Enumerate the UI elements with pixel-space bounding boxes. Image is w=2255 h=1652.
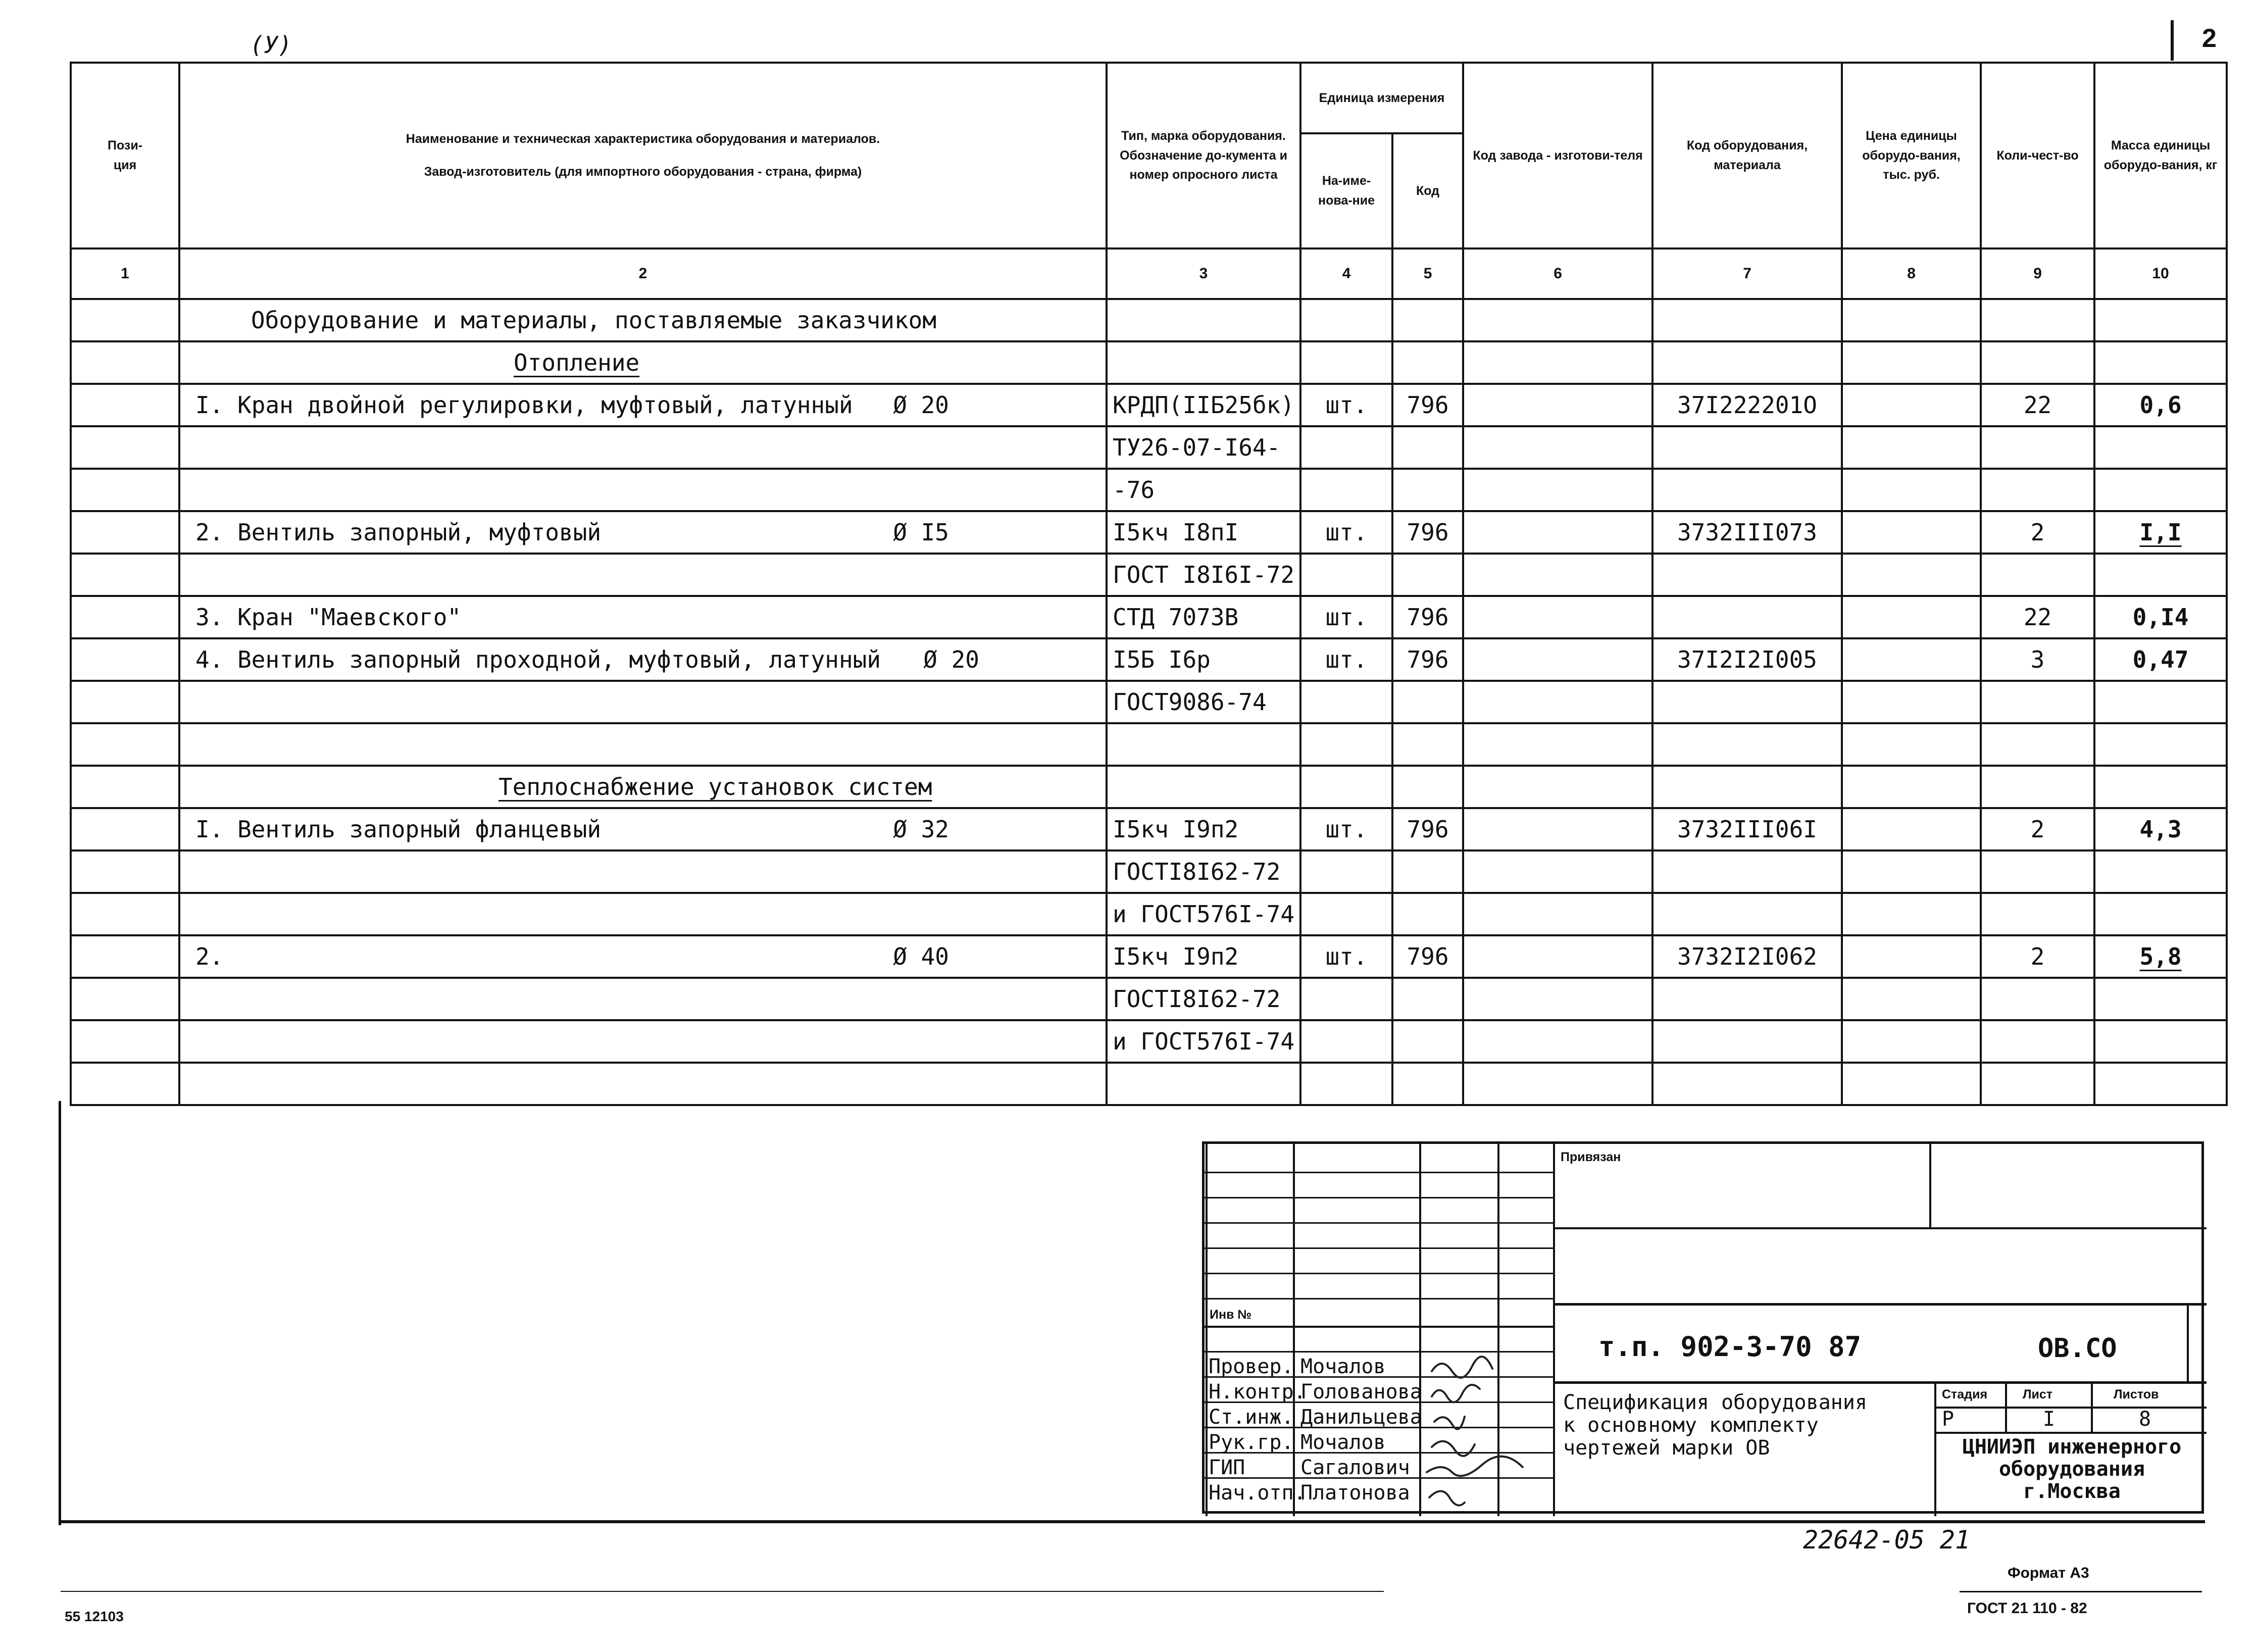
table-row — [71, 596, 2227, 638]
header-name — [179, 63, 1107, 248]
item-mass: 0,6 — [2094, 384, 2227, 426]
item-unit: шт. — [1300, 638, 1392, 681]
header-mass: Масса единицы оборудо-вания, кг — [2094, 63, 2227, 248]
item-equip-code: 3732III06I — [1652, 808, 1842, 850]
specification-table — [70, 62, 2228, 1106]
table-row — [71, 850, 2227, 893]
item-type: ГОСТ I8I6I-72 — [1107, 554, 1300, 596]
header-equipment-code: Код оборудования, материала — [1652, 63, 1842, 248]
item-qty: 2 — [1981, 808, 2094, 850]
col-number-2: 2 — [179, 248, 1107, 299]
sheet-value: I — [2043, 1408, 2056, 1431]
stage-value: Р — [1942, 1408, 1955, 1431]
item-code: 796 — [1392, 638, 1463, 681]
item-mass: 4,3 — [2094, 808, 2227, 850]
table-row — [71, 554, 2227, 596]
signature-name-1: Мочалов — [1300, 1355, 1386, 1378]
item-name: 2. Вентиль запорный, муфтовый Ø I5 — [179, 511, 1107, 554]
item-unit: шт. — [1300, 384, 1392, 426]
table-row — [71, 1020, 2227, 1063]
item-type: СТД 7073В — [1107, 596, 1300, 638]
organization: ЦНИИЭП инженерного оборудования г.Москва — [1962, 1435, 2182, 1503]
table-row — [71, 469, 2227, 511]
table-row — [71, 299, 2227, 341]
format-label: Формат А3 — [2008, 1565, 2089, 1581]
signature-role-4: Рук.гр. — [1209, 1431, 1294, 1454]
inventory-label: Инв № — [1210, 1308, 1252, 1322]
signature-name-3: Данильцева — [1300, 1406, 1422, 1429]
corner-mark: (У) — [250, 31, 292, 59]
table-row — [71, 723, 2227, 766]
col-number-9: 9 — [1981, 248, 2094, 299]
item-qty: 2 — [1981, 935, 2094, 978]
signature-name-6: Платонова — [1300, 1481, 1410, 1505]
document-description: Спецификация оборудования к основному комплекту чертежей марки ОВ — [1563, 1391, 1868, 1460]
table-row — [71, 808, 2227, 850]
section-heat-supply — [179, 766, 1107, 808]
header-position-text: Пози- ция — [107, 138, 143, 172]
header-price: Цена единицы оборудо-вания, тыс. руб. — [1842, 63, 1981, 248]
item-name: I. Кран двойной регулировки, муфтовый, латунный Ø 20 — [179, 384, 1107, 426]
table-row — [71, 766, 2227, 808]
item-equip-code: 3732III073 — [1652, 511, 1842, 554]
col-number-5: 5 — [1392, 248, 1463, 299]
header-factory-code: Код завода - изготови-теля — [1463, 63, 1652, 248]
header-name-line1: Наименование и техническая характеристика оборудования и материалов. — [406, 132, 880, 146]
header-type: Тип, марка оборудования. Обозначение до-кумента и номер опросного листа — [1107, 63, 1300, 248]
col-number-8: 8 — [1842, 248, 1981, 299]
item-type: I5кч I9п2 — [1107, 935, 1300, 978]
col-number-4: 4 — [1300, 248, 1392, 299]
item-qty: 3 — [1981, 638, 2094, 681]
item-qty: 22 — [1981, 596, 2094, 638]
item-type: ГОСТI8I62-72 — [1107, 978, 1300, 1020]
item-type: I5кч I8пI — [1107, 511, 1300, 554]
signature-name-2: Голованова — [1300, 1380, 1422, 1404]
section-heating-text: Отопление — [514, 349, 640, 376]
project-code: т.п. 902-3-70 87 — [1598, 1331, 1862, 1363]
bottom-rule-left — [61, 1591, 1384, 1592]
signature-role-3: Ст.инж. — [1209, 1406, 1294, 1429]
item-mass: 0,I4 — [2094, 596, 2227, 638]
item-code: 796 — [1392, 384, 1463, 426]
item-type: и ГОСТ576I-74 — [1107, 1020, 1300, 1063]
frame-left-line — [59, 1101, 61, 1525]
item-mass: 0,47 — [2094, 638, 2227, 681]
header-unit: Единица измерения — [1300, 63, 1463, 133]
sheet-label: Лист — [2023, 1387, 2053, 1401]
table-row — [71, 341, 2227, 384]
item-equip-code: 3732I2I062 — [1652, 935, 1842, 978]
section-title: Оборудование и материалы, поставляемые заказчиком — [179, 299, 1107, 341]
item-qty: 22 — [1981, 384, 2094, 426]
item-qty: 2 — [1981, 511, 2094, 554]
col-number-6: 6 — [1463, 248, 1652, 299]
document-mark: ОВ.СО — [2038, 1333, 2117, 1364]
sheet-number-divider — [2171, 20, 2174, 61]
table-row — [71, 638, 2227, 681]
attached-label: Привязан — [1561, 1150, 1621, 1164]
item-name: 4. Вентиль запорный проходной, муфтовый, латунный Ø 20 — [179, 638, 1107, 681]
item-equip-code: 37I2I2I005 — [1652, 638, 1842, 681]
item-code: 796 — [1392, 511, 1463, 554]
item-type: -76 — [1107, 469, 1300, 511]
item-type: ГОСТI8I62-72 — [1107, 850, 1300, 893]
item-name: 2. Ø 40 — [179, 935, 1107, 978]
bottom-rule-right — [1960, 1591, 2202, 1592]
item-unit: шт. — [1300, 808, 1392, 850]
table-row — [71, 426, 2227, 469]
col-number-1: 1 — [71, 248, 179, 299]
item-type: I5кч I9п2 — [1107, 808, 1300, 850]
item-type: I5Б I6р — [1107, 638, 1300, 681]
handwritten-signatures — [1422, 1351, 1583, 1518]
sheets-label: Листов — [2114, 1387, 2159, 1401]
table-row — [71, 681, 2227, 723]
header-position — [71, 63, 179, 248]
item-code: 796 — [1392, 808, 1463, 850]
header-unit-name: На-име-нова-ние — [1300, 133, 1392, 248]
signature-role-1: Провер. — [1209, 1355, 1294, 1378]
item-unit: шт. — [1300, 596, 1392, 638]
item-type: ГОСТ9086-74 — [1107, 681, 1300, 723]
table-row — [71, 511, 2227, 554]
stage-label: Стадия — [1942, 1387, 1988, 1401]
table-row — [71, 384, 2227, 426]
item-type: КРДП(IIБ25бк) — [1107, 384, 1300, 426]
col-number-7: 7 — [1652, 248, 1842, 299]
header-unit-code: Код — [1392, 133, 1463, 248]
item-type: ТУ26-07-I64- — [1107, 426, 1300, 469]
item-name: I. Вентиль запорный фланцевый Ø 32 — [179, 808, 1107, 850]
item-type: и ГОСТ576I-74 — [1107, 893, 1300, 935]
item-mass: 5,8 — [2094, 935, 2227, 978]
item-code: 796 — [1392, 596, 1463, 638]
inventory-number: 22642-05 21 — [1803, 1525, 1971, 1555]
gost-label: ГОСТ 21 110 - 82 — [1967, 1600, 2087, 1617]
header-quantity: Коли-чест-во — [1981, 63, 2094, 248]
table-row — [71, 978, 2227, 1020]
signature-name-5: Сагалович — [1300, 1456, 1410, 1479]
table-row — [71, 893, 2227, 935]
header-name-line2: Завод-изготовитель (для импортного оборудования - страна, фирма) — [424, 165, 862, 179]
sheet-number: 2 — [2202, 24, 2217, 53]
table-row — [71, 1063, 2227, 1105]
signature-role-5: ГИП — [1209, 1456, 1245, 1479]
title-block — [1202, 1141, 2204, 1514]
section-heating — [179, 341, 1107, 384]
table-body — [71, 299, 2227, 1105]
frame-bottom-line — [59, 1520, 2205, 1523]
item-equip-code: 37I222201O — [1652, 384, 1842, 426]
signature-role-2: Н.контр. — [1209, 1380, 1306, 1404]
col-number-10: 10 — [2094, 248, 2227, 299]
item-name: 3. Кран "Маевского" — [179, 596, 1107, 638]
item-code: 796 — [1392, 935, 1463, 978]
col-number-3: 3 — [1107, 248, 1300, 299]
item-unit: шт. — [1300, 511, 1392, 554]
signature-name-4: Мочалов — [1300, 1431, 1386, 1454]
sheets-value: 8 — [2139, 1408, 2151, 1431]
item-mass: I,I — [2094, 511, 2227, 554]
bottom-left-code: 55 12103 — [65, 1609, 124, 1624]
table-row — [71, 935, 2227, 978]
item-unit: шт. — [1300, 935, 1392, 978]
section-heat-supply-text: Теплоснабжение установок систем — [498, 773, 932, 800]
signature-role-6: Нач.отп. — [1209, 1481, 1306, 1505]
